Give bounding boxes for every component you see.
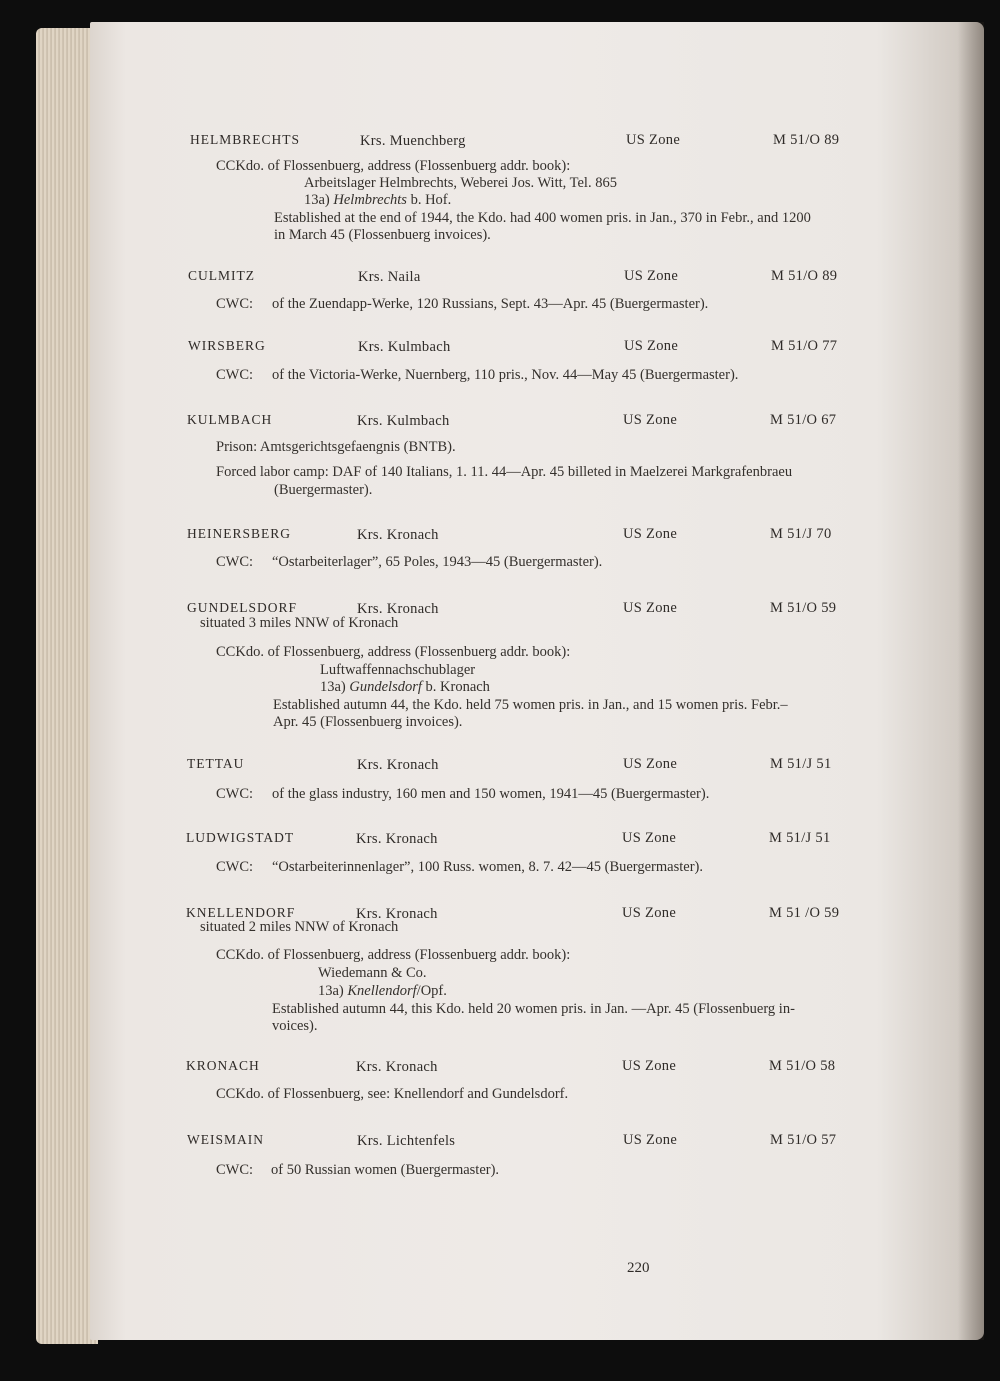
entry-text-italic: Gundelsdorf (349, 679, 422, 695)
entry-text: Forced labor camp: DAF of 140 Italians, 1. 11. 44—Apr. 45 billeted in Maelzerei Markgrafenbraeu (216, 464, 793, 480)
map-reference: M 51 /O 59 (769, 905, 840, 921)
district: Krs. Kronach (356, 906, 438, 922)
entry-text: 13a) (320, 679, 350, 695)
entry-location-note: situated 2 miles NNW of Kronach (200, 919, 399, 935)
map-reference: M 51/J 51 (770, 756, 832, 772)
entry-text: Established at the end of 1944, the Kdo. had 400 women pris. in Jan., 370 in Febr., and 1200 (274, 210, 811, 226)
entry-text: in March 45 (Flossenbuerg invoices). (274, 227, 491, 243)
map-reference: M 51/J 51 (769, 830, 831, 846)
district: Krs. Kronach (357, 757, 439, 773)
entry-text: of the Zuendapp-Werke, 120 Russians, Sept. 43—Apr. 45 (Buergermaster). (272, 296, 709, 312)
place-name: GUNDELSDORF (187, 600, 298, 615)
entry-text-italic: Helmbrechts (333, 192, 407, 208)
map-reference: M 51/O 77 (771, 338, 838, 354)
zone: US Zone (623, 756, 678, 772)
map-reference: M 51/O 58 (769, 1058, 836, 1074)
page-spine-shadow (958, 22, 984, 1340)
place-name: KNELLENDORF (186, 905, 296, 920)
district: Krs. Kronach (357, 527, 439, 543)
entry-text: voices). (272, 1018, 318, 1034)
entry-text: CCKdo. of Flossenbuerg, address (Flossenbuerg addr. book): (216, 947, 571, 963)
map-reference: M 51/O 57 (770, 1132, 837, 1148)
zone: US Zone (626, 132, 681, 148)
map-reference: M 51/J 70 (770, 526, 832, 542)
entry-label: CWC: (216, 786, 254, 802)
entry-text: of the glass industry, 160 men and 150 women, 1941—45 (Buergermaster). (272, 786, 710, 802)
zone: US Zone (622, 1058, 677, 1074)
entry-text-composite (318, 983, 447, 1000)
entry-text: Established autumn 44, the Kdo. held 75 women pris. in Jan., and 15 women pris. Febr.– (273, 697, 788, 713)
entry-text: b. Kronach (421, 679, 490, 695)
entry-label: CWC: (216, 296, 254, 312)
entry-text: “Ostarbeiterinnenlager”, 100 Russ. women, 8. 7. 42—45 (Buergermaster). (272, 859, 703, 875)
book-page (90, 22, 984, 1340)
zone: US Zone (623, 600, 678, 616)
entry-text: Apr. 45 (Flossenbuerg invoices). (273, 714, 463, 730)
place-name: KULMBACH (187, 412, 273, 427)
zone: US Zone (623, 412, 678, 428)
entry-text: /Opf. (416, 983, 447, 999)
district: Krs. Muenchberg (360, 133, 466, 149)
page-edges (36, 28, 98, 1344)
entry-text: b. Hof. (406, 192, 452, 208)
district: Krs. Kulmbach (357, 413, 450, 429)
entry-text: CCKdo. of Flossenbuerg, address (Flossenbuerg addr. book): (216, 644, 571, 660)
entry-text: “Ostarbeiterlager”, 65 Poles, 1943—45 (Buergermaster). (272, 554, 603, 570)
map-reference: M 51/O 59 (770, 600, 837, 616)
entry-text: 13a) (318, 983, 348, 999)
place-name: LUDWIGSTADT (186, 830, 295, 845)
entry-text: Prison: Amtsgerichtsgefaengnis (BNTB). (216, 439, 456, 455)
district: Krs. Lichtenfels (357, 1133, 456, 1149)
zone: US Zone (624, 268, 679, 284)
zone: US Zone (624, 338, 679, 354)
place-name: HEINERSBERG (187, 526, 292, 541)
entry-text: 13a) (304, 192, 334, 208)
place-name: TETTAU (187, 756, 245, 771)
entry-label: CWC: (216, 367, 254, 383)
entry-text: (Buergermaster). (274, 482, 373, 498)
entry-location-note: situated 3 miles NNW of Kronach (200, 615, 399, 631)
map-reference: M 51/O 67 (770, 412, 837, 428)
entry-text-composite (304, 192, 451, 209)
entry-text: of 50 Russian women (Buergermaster). (271, 1162, 500, 1178)
entry-text: Established autumn 44, this Kdo. held 20 women pris. in Jan. —Apr. 45 (Flossenbuerg in- (272, 1001, 795, 1017)
map-reference: M 51/O 89 (773, 132, 840, 148)
entry-label: CWC: (216, 859, 254, 875)
entry-text: CCKdo. of Flossenbuerg, address (Flossenbuerg addr. book): (216, 158, 571, 174)
place-name: KRONACH (186, 1058, 260, 1073)
entry-text: Arbeitslager Helmbrechts, Weberei Jos. Witt, Tel. 865 (304, 175, 617, 191)
entry-text-italic: Knellendorf (347, 983, 417, 999)
district: Krs. Kulmbach (358, 339, 451, 355)
zone: US Zone (623, 526, 678, 542)
place-name: WEISMAIN (187, 1132, 264, 1147)
map-reference: M 51/O 89 (771, 268, 838, 284)
entry-text: of the Victoria-Werke, Nuernberg, 110 pris., Nov. 44—May 45 (Buergermaster). (272, 367, 739, 383)
zone: US Zone (622, 830, 677, 846)
entry-text: CCKdo. of Flossenbuerg, see: Knellendorf and Gundelsdorf. (216, 1086, 569, 1102)
entry-text: Luftwaffennachschublager (320, 662, 476, 678)
zone: US Zone (623, 1132, 678, 1148)
district: Krs. Kronach (356, 1059, 438, 1075)
entry-label: CWC: (216, 554, 254, 570)
entry-text-composite (320, 679, 490, 696)
place-name: HELMBRECHTS (190, 132, 301, 147)
district: Krs. Naila (358, 269, 421, 285)
entry-text: Wiedemann & Co. (318, 965, 427, 981)
place-name: CULMITZ (188, 268, 255, 283)
district: Krs. Kronach (357, 601, 439, 617)
zone: US Zone (622, 905, 677, 921)
district: Krs. Kronach (356, 831, 438, 847)
place-name: WIRSBERG (188, 338, 266, 353)
entry-label: CWC: (216, 1162, 254, 1178)
page-number: 220 (627, 1260, 650, 1276)
